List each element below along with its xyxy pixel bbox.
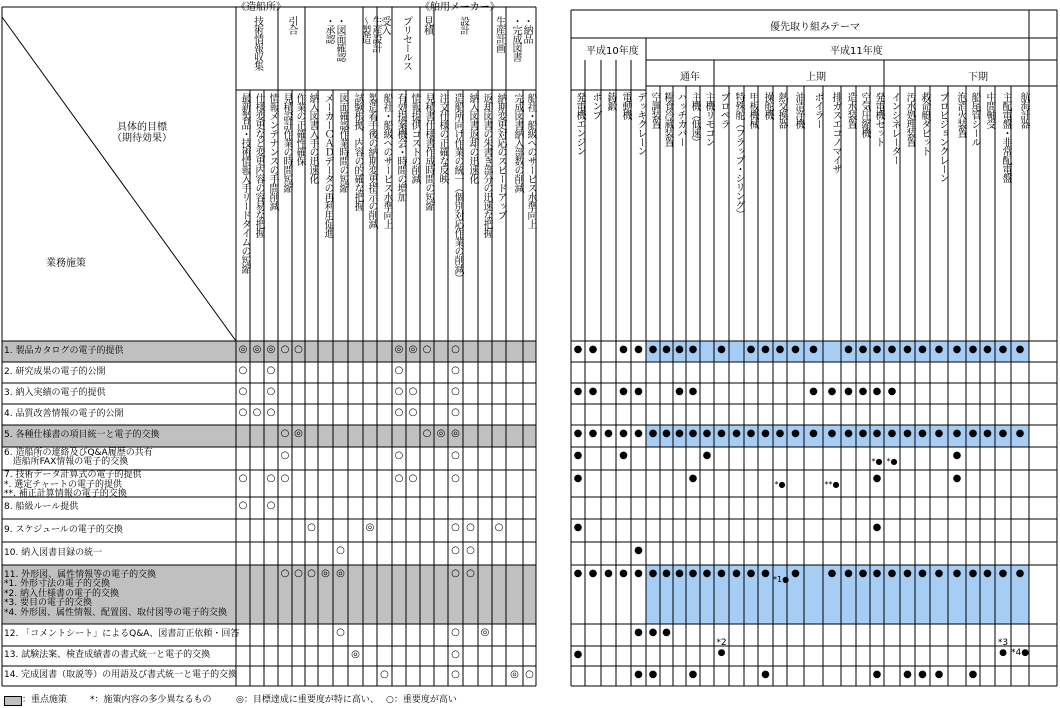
- group-title-maker: 《舶用メーカー》: [420, 2, 500, 13]
- theme-mark: ●: [675, 344, 684, 355]
- theme-mark: ●: [761, 669, 770, 680]
- theme-header: 電動機: [620, 92, 631, 119]
- goal-mark: ○: [266, 365, 276, 376]
- theme-mark: ●: [918, 669, 927, 680]
- theme-mark: ●: [573, 568, 583, 579]
- theme-mark: ●: [675, 568, 684, 579]
- goal-mark: ○: [266, 407, 276, 418]
- theme-mark: ●: [952, 344, 962, 355]
- goal-header: 見積書仕様書作成時間の短縮: [423, 93, 434, 210]
- row-label: 14. 完成図書（取説等）の用語及び書式統一と電子的交換: [4, 670, 238, 681]
- row-label: 4. 品質改善情報の電子的公開: [4, 408, 124, 419]
- stage-header: ・図面確認 ・承認: [323, 16, 345, 61]
- legend-double-circle: ◎：目標達成に重要度が特に高い、: [236, 695, 379, 705]
- goal-header: 注文仕様の正確な反映: [437, 93, 448, 183]
- theme-mark: ●: [809, 386, 818, 397]
- theme-mark: ●: [573, 450, 583, 461]
- theme-header: 空調装置: [649, 92, 660, 128]
- theme-mark: ●: [858, 568, 868, 579]
- goal-header: 作業の正確性確保: [294, 93, 305, 165]
- diagonal-line: [2, 17, 236, 341]
- goal-mark: ○: [238, 407, 248, 418]
- goal-mark: ○: [394, 386, 404, 397]
- period-second-half: 下期: [968, 72, 988, 83]
- theme-header: 主配電盤・非常配電盤: [1000, 92, 1011, 182]
- goal-header: メーカーＣＡＤデータの再利用促進: [322, 93, 333, 237]
- theme-mark: ●: [588, 428, 598, 439]
- theme-mark: ●: [702, 450, 712, 461]
- goal-mark: ◎: [252, 344, 262, 355]
- theme-mark: ●: [934, 344, 944, 355]
- theme-mark: ●: [952, 428, 962, 439]
- theme-header: 救命艇ダビット: [919, 92, 930, 155]
- theme-mark: ●: [634, 669, 643, 680]
- goal-mark: ○: [280, 450, 290, 461]
- diagonal-bottom-label: 業務施策: [46, 258, 86, 269]
- theme-mark: ●: [662, 428, 671, 439]
- theme-mark: ●: [717, 428, 726, 439]
- theme-mark: ●: [775, 344, 785, 355]
- theme-mark: ●: [791, 568, 800, 579]
- goal-mark: ○: [394, 365, 404, 376]
- goal-mark: ◎: [480, 627, 490, 638]
- row-label: 7. 技術データ計算式の電子的提供 *. 選定チャートの電子的提供 **. 補正計算情報の電子的交換: [4, 470, 142, 500]
- theme-mark: ●: [761, 428, 770, 439]
- theme-mark: ●: [827, 568, 837, 579]
- theme-mark: ●: [934, 428, 944, 439]
- theme-header: 発電機セット: [873, 92, 884, 146]
- theme-header: プロペラ: [718, 92, 729, 128]
- theme-header: 特殊舵（フラップ・シリング）: [733, 92, 744, 218]
- legend-circle: ○：重要度が高い: [386, 695, 457, 705]
- goal-mark: ○: [494, 522, 504, 533]
- theme-mark: ●: [619, 428, 628, 439]
- goal-mark: ○: [280, 473, 290, 484]
- theme-header: 主機リモコン: [703, 92, 714, 146]
- goal-mark: ○: [238, 500, 248, 511]
- theme-mark: *2 ●: [716, 638, 727, 658]
- theme-header: 中間軸受: [984, 92, 995, 128]
- theme-mark: ●: [619, 344, 628, 355]
- goal-header: 最新製品・技術情報入手リードタイムの短縮: [239, 93, 250, 273]
- theme-mark: ●: [588, 568, 598, 579]
- theme-mark: ●: [872, 428, 882, 439]
- theme-mark: ●: [844, 568, 853, 579]
- goal-mark: ○: [307, 568, 316, 579]
- theme-mark: ●: [588, 386, 598, 397]
- theme-mark: ●: [573, 386, 583, 397]
- theme-mark: ●: [662, 627, 671, 638]
- row-label: 13. 試験法案、検査成績書の書式統一と電子的交換: [4, 650, 211, 661]
- goal-mark: ○: [266, 386, 276, 397]
- goal-mark: ◎: [365, 522, 375, 533]
- theme-mark: ●: [872, 669, 882, 680]
- period-first-half: 上期: [806, 72, 826, 83]
- priority-theme-title: 優先取り組みテーマ: [770, 22, 860, 33]
- goal-header: 見積設計作業の時間短縮: [281, 93, 292, 192]
- stage-header: 引合: [286, 16, 297, 34]
- goal-mark: ◎: [394, 344, 404, 355]
- goal-header: 船社・船級へのサービス水準向上: [525, 93, 536, 228]
- theme-mark: *●: [774, 480, 786, 489]
- theme-mark: ●: [717, 344, 726, 355]
- theme-mark: ●: [887, 568, 897, 579]
- theme-mark: ●: [634, 545, 643, 556]
- goal-mark: ○: [394, 473, 404, 484]
- theme-mark: ●: [662, 344, 671, 355]
- goal-mark: ○: [451, 473, 460, 484]
- theme-mark: ●: [604, 428, 613, 439]
- goal-mark: ○: [294, 568, 303, 579]
- goal-header: 情報提供コストの削減: [409, 93, 420, 183]
- theme-mark: ●: [968, 344, 978, 355]
- goal-mark: ○: [266, 500, 276, 511]
- goal-mark: ○: [238, 473, 248, 484]
- goal-mark: ○: [336, 545, 345, 556]
- goal-mark: ◎: [294, 428, 303, 439]
- theme-mark: ●: [732, 428, 741, 439]
- theme-mark: ●: [648, 627, 658, 638]
- theme-mark: ●: [761, 568, 770, 579]
- goal-mark: ◎: [408, 344, 418, 355]
- theme-mark: ●: [903, 428, 912, 439]
- goal-mark: ○: [451, 649, 460, 660]
- theme-mark: ●: [791, 344, 800, 355]
- theme-mark: ●: [1015, 568, 1025, 579]
- theme-mark: ●: [998, 428, 1008, 439]
- theme-header: 造水装置: [845, 92, 856, 128]
- theme-mark: ●: [934, 669, 944, 680]
- theme-mark: ●: [634, 568, 643, 579]
- theme-mark: ●: [746, 568, 756, 579]
- theme-header: 熱交換器: [776, 92, 787, 128]
- theme-mark: ●: [791, 428, 800, 439]
- theme-mark: ●: [858, 344, 868, 355]
- row-label: 11. 外形図、属性情報等の電子的交換 *1. 外形寸法の電子的交換 *2. 納入仕様書の電子的交換 *3. 要目の電子的交換 *4. 外形図、属性情報、配置図、取付図等の電子的交換: [4, 569, 227, 618]
- legend-star: *：施策内容の多少異なるもの: [90, 695, 212, 705]
- goal-mark: ○: [451, 365, 460, 376]
- row-label: 6. 造船所の連絡及びQ&A履歴の共有 造船所FAX情報の電子的交換: [4, 447, 153, 468]
- theme-mark: ●: [952, 473, 962, 484]
- stage-header: 技術情報収集: [251, 16, 263, 70]
- goal-mark: ◎: [436, 428, 446, 439]
- theme-mark: ●: [573, 649, 583, 660]
- theme-mark: ●: [918, 568, 927, 579]
- theme-mark: ●: [648, 568, 658, 579]
- goal-header: 造船所向け作業の統一（個別対応作業の削減）: [452, 93, 463, 282]
- goal-mark: ○: [408, 407, 418, 418]
- theme-header: インシネレーター: [889, 92, 900, 164]
- goal-mark: ○: [307, 522, 316, 533]
- goal-header: 製造着手後の納期変更指示の削減: [366, 93, 377, 228]
- theme-header: 発電機エンジン: [574, 92, 585, 155]
- goal-mark: ○: [422, 344, 432, 355]
- theme-header: 操舵機: [762, 92, 773, 119]
- theme-header: ハッチカバー: [675, 92, 686, 146]
- goal-mark: ◎: [336, 568, 345, 579]
- theme-mark: ●: [983, 344, 992, 355]
- goal-header: 納期変更対応のスピードアップ: [495, 93, 506, 219]
- fiscal-year-0: 平成10年度: [586, 46, 639, 57]
- goal-mark: ○: [451, 669, 460, 680]
- theme-header: デッキクレーン: [635, 92, 646, 155]
- stage-header: 受入: [379, 16, 390, 34]
- theme-mark: ●: [844, 428, 853, 439]
- theme-header: 甲板機械: [747, 92, 758, 128]
- theme-mark: ●: [872, 568, 882, 579]
- theme-mark: ●: [761, 344, 770, 355]
- goal-mark: ○: [466, 568, 475, 579]
- goal-mark: ○: [394, 407, 404, 418]
- goal-header: 完成図書納入部数の削減: [512, 93, 523, 192]
- theme-mark: ●: [918, 428, 927, 439]
- theme-mark: *●: [886, 457, 898, 466]
- goal-mark: ○: [451, 522, 460, 533]
- theme-mark: ●: [732, 568, 741, 579]
- goal-mark: ○: [451, 344, 460, 355]
- row-label: 10. 納入図書目録の統一: [4, 547, 103, 558]
- goal-header: 納入図書返却の迅速化: [467, 93, 478, 183]
- theme-mark: ●: [903, 344, 912, 355]
- theme-header: 主機（低速）: [689, 92, 700, 146]
- goal-mark: ○: [408, 473, 418, 484]
- legend-priority-swatch: [4, 696, 22, 706]
- theme-mark: *1●: [773, 575, 790, 584]
- theme-header: 泡消火装置: [955, 92, 966, 137]
- stage-header: 設計: [457, 16, 469, 34]
- goal-mark: ○: [280, 568, 290, 579]
- goal-mark: ◎: [510, 669, 519, 680]
- theme-mark: ●: [648, 428, 658, 439]
- theme-mark: ●: [573, 344, 583, 355]
- theme-mark: ●: [887, 386, 897, 397]
- goal-mark: ○: [451, 407, 460, 418]
- goal-header: 有効提案機会・時間の増加: [395, 93, 406, 201]
- goal-mark: ○: [451, 545, 460, 556]
- goal-mark: ◎: [266, 344, 276, 355]
- goal-mark: ◎: [238, 344, 248, 355]
- theme-mark: ●: [675, 386, 684, 397]
- theme-mark: ●: [872, 344, 882, 355]
- theme-mark: *4●: [1011, 648, 1030, 658]
- theme-mark: ●: [688, 386, 698, 397]
- theme-mark: ●: [688, 344, 698, 355]
- diagonal-top-label: 具体的目標 （期待効果）: [112, 122, 172, 144]
- theme-header: 糧食冷蔵装置: [662, 92, 673, 146]
- theme-mark: ●: [688, 568, 698, 579]
- theme-mark: ●: [998, 568, 1008, 579]
- row-label: 1. 製品カタログの電子的提供: [4, 345, 124, 356]
- theme-header: ボイラー: [812, 92, 823, 128]
- goal-mark: ○: [336, 627, 345, 638]
- theme-mark: ●: [934, 568, 944, 579]
- theme-mark: ●: [952, 450, 962, 461]
- goal-mark: ○: [238, 386, 248, 397]
- row-label: 12. 「コメントシート」によるQ&A、図書訂正依頼・回答: [4, 629, 240, 640]
- goal-mark: ○: [451, 627, 460, 638]
- theme-mark: ●: [887, 428, 897, 439]
- theme-mark: ●: [775, 428, 785, 439]
- theme-mark: ●: [983, 568, 992, 579]
- theme-mark: ●: [872, 522, 882, 533]
- goal-mark: ○: [466, 545, 475, 556]
- theme-mark: ●: [844, 344, 853, 355]
- theme-mark: ●: [634, 428, 643, 439]
- theme-mark: ●: [688, 428, 698, 439]
- theme-mark: ●: [903, 568, 912, 579]
- theme-mark: ●: [1015, 428, 1025, 439]
- theme-mark: ●: [968, 428, 978, 439]
- goal-mark: ◎: [321, 568, 330, 579]
- theme-mark: ●: [968, 568, 978, 579]
- goal-mark: ○: [252, 407, 262, 418]
- theme-mark: *3 ●: [997, 638, 1009, 658]
- theme-mark: ●: [968, 669, 978, 680]
- theme-mark: ●: [952, 568, 962, 579]
- stage-header: ・納品 ・完成図書: [510, 16, 532, 61]
- theme-header: ポンプ: [590, 92, 601, 119]
- goal-mark: ○: [451, 450, 460, 461]
- goal-header: 試験根拠、内容の的確な把握: [352, 93, 363, 210]
- theme-mark: ●: [827, 428, 837, 439]
- theme-header: 空気圧縮機: [859, 92, 870, 137]
- theme-mark: ●: [619, 386, 628, 397]
- theme-mark: *●: [871, 457, 883, 466]
- stage-header: 生産設計 ～製造: [359, 16, 381, 52]
- goal-mark: ○: [408, 386, 418, 397]
- goal-mark: ○: [238, 365, 248, 376]
- stage-header: 見積: [421, 16, 433, 34]
- theme-mark: ●: [604, 568, 613, 579]
- goal-mark: ○: [466, 522, 475, 533]
- theme-mark: ●: [634, 386, 643, 397]
- theme-mark: ●: [717, 568, 726, 579]
- theme-mark: ●: [573, 522, 583, 533]
- theme-mark: ●: [844, 386, 853, 397]
- theme-mark: ●: [702, 428, 712, 439]
- row-label: 3. 納入実績の電子的提供: [4, 387, 106, 398]
- goal-mark: ○: [380, 669, 389, 680]
- theme-mark: ●: [903, 669, 912, 680]
- goal-mark: ○: [266, 473, 276, 484]
- theme-mark: ●: [662, 568, 671, 579]
- row-label: 8. 船級ルール提供: [4, 502, 79, 513]
- theme-mark: ●: [809, 344, 818, 355]
- row-label: 9. スケジュールの電子的交換: [4, 524, 123, 535]
- goal-mark: ○: [451, 568, 460, 579]
- theme-header: 船尾管シール: [969, 92, 980, 146]
- goal-header: 納入図書入手の迅速化: [307, 93, 318, 183]
- theme-header: 航海計器: [1018, 92, 1029, 128]
- theme-mark: ●: [619, 568, 628, 579]
- goal-mark: ◎: [451, 428, 460, 439]
- theme-header: プロビジョンクレーン: [937, 92, 948, 182]
- theme-mark: ●: [634, 627, 643, 638]
- theme-mark: ●: [573, 473, 583, 484]
- fiscal-year-1: 平成11年度: [830, 46, 883, 57]
- theme-mark: ●: [858, 386, 868, 397]
- theme-mark: ●: [827, 386, 837, 397]
- goal-mark: ○: [280, 428, 290, 439]
- theme-mark: ●: [887, 344, 897, 355]
- row-label: 2. 研究成果の電子的公開: [4, 366, 106, 377]
- theme-mark: ●: [675, 428, 684, 439]
- theme-mark: ●: [872, 473, 882, 484]
- goal-header: 船社・船級へのサービス水準向上: [381, 93, 392, 228]
- theme-mark: ●: [746, 428, 756, 439]
- theme-header: 油清浄機: [793, 92, 804, 128]
- theme-mark: ●: [998, 344, 1008, 355]
- goal-mark: ◎: [351, 649, 360, 660]
- period-all-year: 通年: [680, 72, 700, 83]
- goal-header: 情報メンテナンスの手間削減: [267, 93, 278, 210]
- goal-header: 仕様変更など変更内容の容易な把握: [253, 93, 264, 237]
- theme-mark: ●: [588, 344, 598, 355]
- theme-mark: ●: [619, 450, 628, 461]
- group-title-shipyard: 《造船所》: [236, 2, 286, 13]
- goal-mark: ○: [394, 450, 404, 461]
- theme-mark: ●: [573, 428, 583, 439]
- theme-mark: ●: [746, 344, 756, 355]
- theme-mark: ●: [983, 428, 992, 439]
- stage-header: 生産計画: [493, 16, 505, 52]
- theme-mark: ●: [648, 344, 658, 355]
- goal-mark: ○: [451, 386, 460, 397]
- theme-mark: ●: [809, 428, 818, 439]
- theme-mark: ●: [872, 386, 882, 397]
- theme-mark: ●: [634, 344, 643, 355]
- theme-mark: ●: [648, 669, 658, 680]
- row-label: 5. 各種仕様書の項目統一と電子的交換: [4, 430, 160, 441]
- legend-priority: ：重点施策: [22, 695, 68, 705]
- theme-header: 鋳鍛: [605, 92, 616, 110]
- theme-header: 排ガスエコノマイザ: [830, 92, 841, 173]
- theme-header: 汚水処理装置: [904, 92, 915, 146]
- theme-mark: ●: [702, 568, 712, 579]
- theme-mark: **●: [824, 480, 840, 489]
- theme-mark: ●: [858, 428, 868, 439]
- goal-mark: ○: [280, 344, 290, 355]
- goal-header: 返却図書の朱書き部分の迅速な把握: [481, 93, 492, 237]
- stage-header: プリセールス: [400, 16, 412, 70]
- goal-mark: ○: [525, 669, 534, 680]
- goal-mark: ○: [422, 428, 432, 439]
- goal-header: 図面確認作業時間の短縮: [337, 93, 348, 192]
- theme-mark: ●: [918, 344, 927, 355]
- goal-mark: ○: [294, 344, 303, 355]
- theme-mark: ●: [1015, 344, 1025, 355]
- theme-mark: ●: [688, 473, 698, 484]
- theme-mark: ●: [688, 669, 698, 680]
